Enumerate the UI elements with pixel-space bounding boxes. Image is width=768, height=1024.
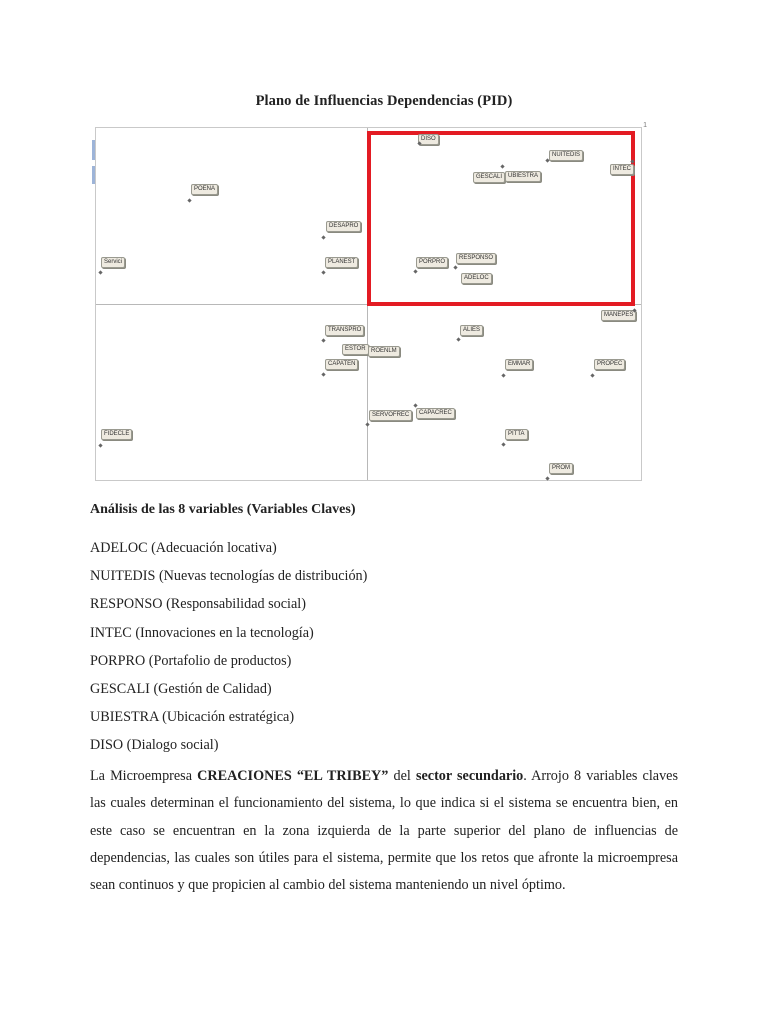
plane-point: [365, 422, 369, 426]
plane-point: [98, 270, 102, 274]
paragraph-text: . Arrojo 8 variables claves las cuales determinan el funcionamiento del sistema, lo que indica si el sistema se encuentra bien, en este caso se encuentran en la zona izquierda de la parte superior del plano de influencias de dependencias, las cuales son útiles para el sistema, permite que los retos que afronte la microempresa sean continuos y que propicien al cambio del sistema manteniendo un nivel óptimo.: [90, 768, 679, 894]
list-item: INTEC (Innovaciones en la tecnología): [90, 624, 314, 641]
axis-marker: [92, 166, 95, 184]
plane-label-estor: ESTOR: [342, 344, 369, 355]
plane-label-propec: PROPEC: [594, 359, 625, 370]
plane-label-capaten: CAPATEN: [325, 359, 358, 370]
plane-label-alies: ALIES: [460, 325, 483, 336]
paragraph-text: La Microempresa: [90, 768, 198, 784]
list-item: GESCALI (Gestión de Calidad): [90, 680, 272, 697]
plane-label-responso: RESPONSO: [456, 253, 496, 264]
plane-point: [413, 403, 417, 407]
plane-label-porpro: PORPRO: [416, 257, 448, 268]
plane-label-emmar: EMMAR: [505, 359, 533, 370]
axis-marker: [92, 140, 95, 160]
plane-label-roenlm: ROENLM: [368, 346, 400, 357]
plane-point: [321, 338, 325, 342]
plane-point: [501, 373, 505, 377]
list-item: PORPRO (Portafolio de productos): [90, 652, 292, 669]
plane-point: [590, 373, 594, 377]
plane-label-manepes: MANEPES: [601, 310, 636, 321]
company-name: CREACIONES “EL TRIBEY”: [197, 768, 389, 784]
plane-point: [321, 270, 325, 274]
plane-label-fidecle: FIDECLE: [101, 429, 132, 440]
plane-label-desapro: DESAPRO: [326, 221, 361, 232]
key-variables-list: [90, 538, 367, 764]
section-title: Análisis de las 8 variables (Variables Claves): [90, 502, 356, 517]
corner-mark: 1: [643, 122, 647, 129]
plane-label-servici: Servici: [101, 257, 125, 268]
page-title: Plano de Influencias Dependencias (PID): [255, 93, 513, 109]
influence-dependency-plane: [95, 122, 647, 481]
plane-label-intec: INTEC: [610, 164, 634, 175]
plane-label-servofrec: SERVOFREC: [369, 410, 412, 421]
analysis-paragraph: [90, 763, 678, 899]
plane-label-planest: PLANEST: [325, 257, 358, 268]
plane-label-adeloc: ADELOC: [461, 273, 492, 284]
plane-label-nuitedis: NUITEDIS: [549, 150, 583, 161]
plane-label-poena: POENA: [191, 184, 218, 195]
plane-label-pitta: PITTA: [505, 429, 528, 440]
plane-label-diso: DISO: [418, 134, 439, 145]
plane-point: [545, 476, 549, 480]
plane-point: [456, 337, 460, 341]
plane-label-gescali: GESCALI: [473, 172, 505, 183]
plane-point: [501, 442, 505, 446]
plane-point: [187, 198, 191, 202]
sector-name: sector secundario: [415, 768, 524, 784]
paragraph-text: del: [388, 768, 416, 784]
plane-label-capacrec: CAPACREC: [416, 408, 455, 419]
list-item: UBIESTRA (Ubicación estratégica): [90, 709, 295, 726]
list-item: NUITEDIS (Nuevas tecnologías de distribución): [90, 568, 368, 585]
plane-label-prom: PROM: [549, 463, 573, 474]
key-variables-highlight: [367, 131, 635, 306]
list-item: DISO (Dialogo social): [90, 737, 219, 754]
plane-point: [321, 372, 325, 376]
list-item: RESPONSO (Responsabilidad social): [90, 596, 306, 613]
plane-point: [98, 443, 102, 447]
plane-label-ubiestra: UBIESTRA: [505, 171, 541, 182]
plane-label-transpro: TRANSPRO: [325, 325, 364, 336]
list-item: ADELOC (Adecuación locativa): [90, 540, 277, 556]
plane-point: [321, 235, 325, 239]
